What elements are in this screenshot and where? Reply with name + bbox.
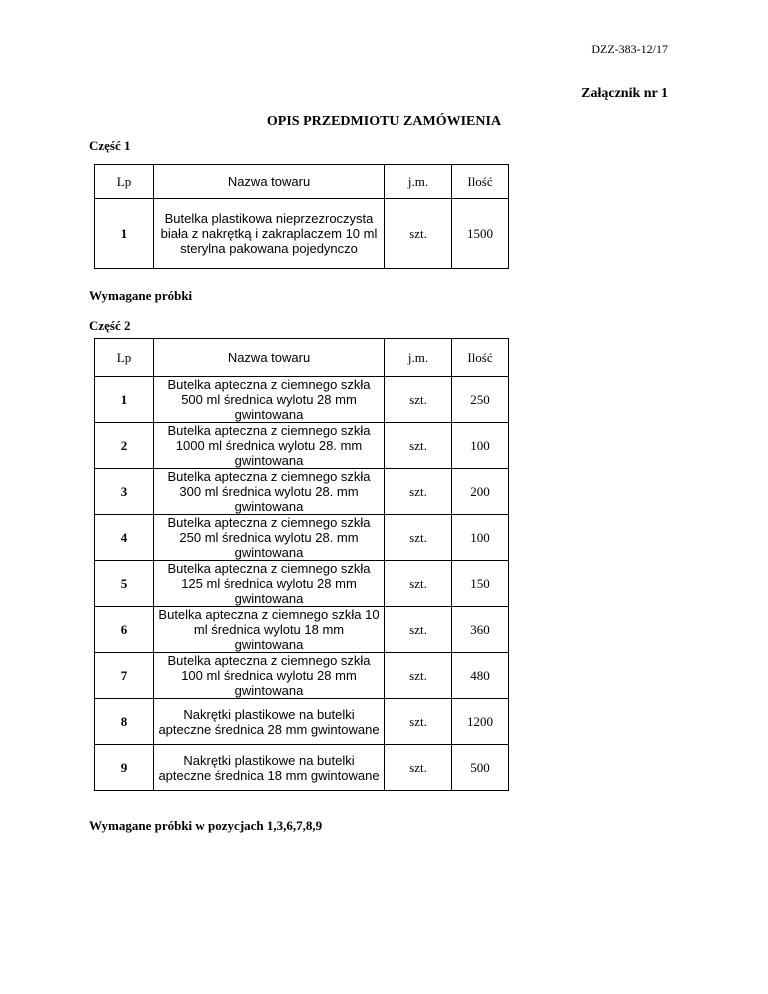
row-lp: 6 [95,607,154,653]
row-name: Butelka apteczna z ciemnego szkła 1000 ml średnica wylotu 28. mm gwintowana [154,423,385,469]
row-lp: 1 [95,377,154,423]
row-name: Butelka apteczna z ciemnego szkła 10 ml średnica wylotu 18 mm gwintowana [154,607,385,653]
row-lp: 7 [95,653,154,699]
row-name: Butelka apteczna z ciemnego szkła 100 ml średnica wylotu 28 mm gwintowana [154,653,385,699]
document-title: OPIS PRZEDMIOTU ZAMÓWIENIA [266,114,502,129]
row-lp: 2 [95,423,154,469]
table-row [95,653,509,699]
row-unit: szt. [385,561,452,607]
table-header-row [95,165,509,199]
table-row [95,699,509,745]
row-unit: szt. [385,515,452,561]
column-header-name: Nazwa towaru [154,165,385,199]
row-unit: szt. [385,469,452,515]
part2-heading: Część 2 [89,318,131,333]
row-qty: 150 [452,561,509,607]
column-header-unit: j.m. [385,339,452,377]
row-lp: 4 [95,515,154,561]
row-lp: 1 [95,199,154,269]
row-lp: 8 [95,699,154,745]
column-header-qty: Ilość [452,339,509,377]
table-header-row [95,339,509,377]
row-qty: 250 [452,377,509,423]
part1-note: Wymagane próbki [89,288,193,303]
row-qty: 480 [452,653,509,699]
row-qty: 100 [452,515,509,561]
table-row [95,515,509,561]
annex-label: Załącznik nr 1 [581,86,668,101]
column-header-name: Nazwa towaru [154,339,385,377]
table-row [95,607,509,653]
row-name: Butelka apteczna z ciemnego szkła 125 ml średnica wylotu 28 mm gwintowana [154,561,385,607]
column-header-lp: Lp [95,339,154,377]
row-unit: szt. [385,199,452,269]
row-unit: szt. [385,699,452,745]
row-unit: szt. [385,423,452,469]
table-row [95,561,509,607]
row-name: Butelka apteczna z ciemnego szkła 250 ml średnica wylotu 28. mm gwintowana [154,515,385,561]
row-name: Butelka plastikowa nieprzezroczysta biała z nakrętką i zakraplaczem 10 ml sterylna pakowana pojedynczo [154,199,385,269]
row-lp: 5 [95,561,154,607]
table-row [95,469,509,515]
row-lp: 9 [95,745,154,791]
row-qty: 500 [452,745,509,791]
row-unit: szt. [385,745,452,791]
row-unit: szt. [385,377,452,423]
row-qty: 1200 [452,699,509,745]
row-qty: 200 [452,469,509,515]
row-qty: 100 [452,423,509,469]
row-lp: 3 [95,469,154,515]
row-name: Nakrętki plastikowe na butelki apteczne średnica 18 mm gwintowane [154,745,385,791]
table-row [95,423,509,469]
part2-table [94,338,509,791]
table-row [95,745,509,791]
column-header-qty: Ilość [452,165,509,199]
row-name: Butelka apteczna z ciemnego szkła 300 ml średnica wylotu 28. mm gwintowana [154,469,385,515]
table-row [95,377,509,423]
document-reference: DZZ-383-12/17 [591,42,668,56]
row-qty: 1500 [452,199,509,269]
table-row [95,199,509,269]
column-header-unit: j.m. [385,165,452,199]
part2-note: Wymagane próbki w pozycjach 1,3,6,7,8,9 [89,818,323,833]
row-name: Nakrętki plastikowe na butelki apteczne średnica 28 mm gwintowane [154,699,385,745]
part1-table [94,164,509,269]
row-name: Butelka apteczna z ciemnego szkła 500 ml średnica wylotu 28 mm gwintowana [154,377,385,423]
row-unit: szt. [385,607,452,653]
row-unit: szt. [385,653,452,699]
row-qty: 360 [452,607,509,653]
column-header-lp: Lp [95,165,154,199]
part1-heading: Część 1 [89,138,131,153]
